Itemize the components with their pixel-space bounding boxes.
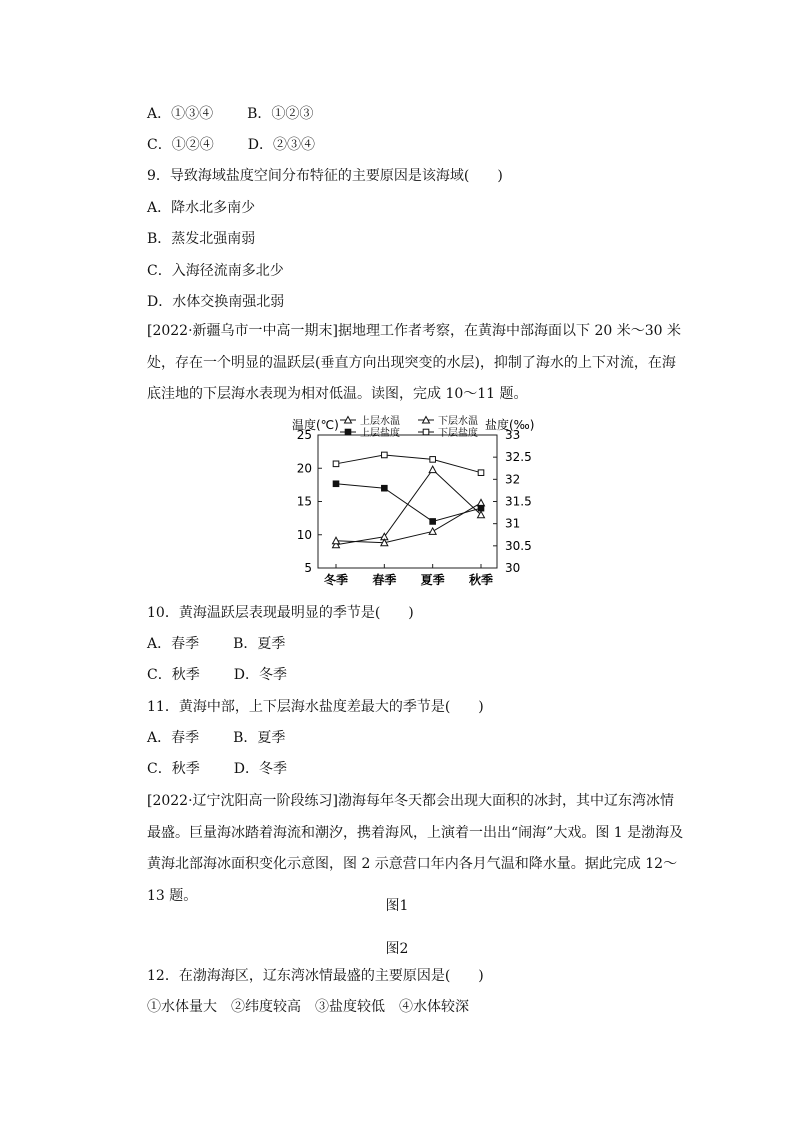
right-axis-tick-label: 31.5 (505, 494, 532, 509)
legend-marker (423, 429, 429, 435)
q9-option-c: C．入海径流南多北少 (147, 263, 284, 279)
q9-stem: 9．导致海域盐度空间分布特征的主要原因是该海域( ) (147, 168, 503, 184)
q9-option-a: A．降水北多南少 (147, 200, 256, 216)
legend-label: 上层盐度 (360, 428, 400, 439)
q8-option-c: C．①②④ (147, 137, 214, 153)
data-point-series-2 (382, 485, 388, 491)
data-point-series-0 (429, 466, 436, 473)
q8-option-b: B．①②③ (247, 106, 314, 122)
q11-option-c: C．秋季 (147, 761, 200, 777)
legend-label: 上层水温 (360, 416, 400, 427)
legend-label: 下层水温 (438, 416, 478, 427)
q12-stem: 12．在渤海海区，辽东湾冰情最盛的主要原因是( ) (147, 968, 484, 984)
right-axis-tick-label: 32 (505, 472, 521, 487)
q8-option-a: A．①③④ (147, 106, 214, 122)
chart-plot-frame (318, 435, 497, 568)
q10-option-a: A．春季 (147, 636, 200, 652)
q10-stem: 10．黄海温跃层表现最明显的季节是( ) (147, 605, 414, 621)
q11-stem: 11．黄海中部，上下层海水盐度差最大的季节是( ) (147, 699, 484, 715)
left-axis-tick-label: 5 (304, 561, 312, 575)
data-point-series-3 (382, 452, 388, 458)
left-axis-tick-label: 15 (296, 494, 312, 509)
series-line-3 (336, 455, 481, 473)
q11-option-b: B．夏季 (233, 730, 286, 746)
q11-options-row-2 (147, 759, 287, 779)
x-axis-category-label: 秋季 (468, 573, 494, 587)
left-axis-title: 温度(℃) (292, 418, 339, 432)
data-point-series-3 (333, 461, 339, 467)
right-axis-title: 盐度(‰) (485, 418, 535, 432)
right-axis-tick-label: 30 (505, 561, 521, 575)
q12-options: ①水体量大 ②纬度较高 ③盐度较低 ④水体较深 (147, 999, 469, 1015)
q11-option-d: D．冬季 (233, 761, 287, 777)
x-axis-category-label: 春季 (372, 573, 397, 587)
left-axis-tick-label: 20 (296, 461, 312, 476)
data-point-series-2 (430, 519, 436, 525)
intro-10-11: [2022·新疆乌市一中高一期末]据地理工作者考察，在黄海中部海面以下 20 米～30 米处，存在一个明显的温跃层(垂直方向出现突变的水层)，抑制了海水的上下对流，在海底洼地的下层海水表现为相对低温。读图，完成 10～11 题。 (147, 323, 681, 402)
q9-option-b: B．蒸发北强南弱 (147, 231, 256, 247)
q8-option-d: D．②③④ (247, 137, 315, 153)
q10-options-row-2 (147, 665, 287, 685)
q10-option-d: D．冬季 (233, 667, 287, 683)
data-point-series-2 (478, 505, 484, 511)
figure2-label: 图2 (385, 941, 409, 957)
right-axis-tick-label: 32.5 (505, 450, 532, 465)
right-axis-tick-label: 33 (505, 428, 521, 442)
legend-marker (345, 429, 351, 435)
q9-option-d: D．水体交换南强北弱 (147, 294, 285, 310)
left-axis-tick-label: 25 (296, 428, 312, 442)
left-axis-tick-label: 10 (296, 527, 312, 542)
data-point-series-3 (478, 470, 484, 476)
intro-12-13: [2022·辽宁沈阳高一阶段练习]渤海每年冬天都会出现大面积的冰封，其中辽东湾冰情最盛。巨量海冰踏着海流和潮汐，携着海风，上演着一出出“闹海”大戏。图 1 是渤海及黄海北部海冰面积变化示意图，图 2 示意营口年内各月气温和降水量。据此完成 12～13 题。 (147, 793, 684, 904)
q11-options-row-1 (147, 728, 285, 748)
figure1-label: 图1 (385, 898, 409, 914)
q10-options-row-1 (147, 634, 285, 654)
legend-label: 下层盐度 (438, 428, 478, 439)
right-axis-tick-label: 31 (505, 516, 521, 531)
q10-option-c: C．秋季 (147, 667, 200, 683)
series-line-0 (336, 470, 481, 545)
data-point-series-2 (333, 481, 339, 487)
q11-option-a: A．春季 (147, 730, 200, 746)
data-point-series-3 (430, 457, 436, 463)
q10-option-b: B．夏季 (233, 636, 286, 652)
x-axis-category-label: 冬季 (323, 573, 349, 587)
x-axis-category-label: 夏季 (420, 573, 445, 587)
data-point-series-1 (429, 528, 436, 535)
series-line-1 (336, 503, 481, 543)
right-axis-tick-label: 30.5 (505, 538, 532, 553)
